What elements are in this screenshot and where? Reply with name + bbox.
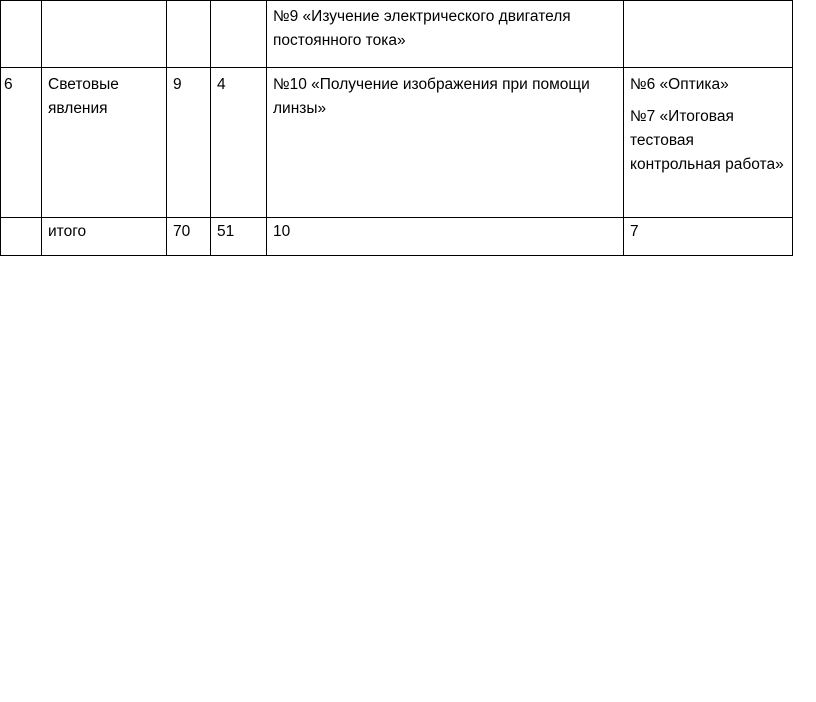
table-row: [1, 1, 793, 68]
cell-tests: [624, 68, 793, 218]
cell-topic: [42, 1, 167, 68]
table-row-total: [1, 218, 793, 256]
cell-hours: [167, 1, 211, 68]
cell-number: 6: [1, 68, 42, 218]
table-row: [1, 68, 793, 218]
lab-work-total: 10: [273, 223, 291, 240]
cell-topic: Световые явления: [42, 68, 167, 218]
lab-work-item: №10 «Получение изображения при помощи линзы»: [273, 76, 590, 117]
cell-hours-secondary: [211, 1, 267, 68]
cell-lab-works: [267, 68, 624, 218]
cell-hours-secondary: 51: [211, 218, 267, 256]
curriculum-table: [0, 0, 793, 256]
cell-hours-secondary: 4: [211, 68, 267, 218]
cell-topic: итого: [42, 218, 167, 256]
test-total: 7: [630, 223, 639, 240]
cell-number: [1, 218, 42, 256]
cell-hours: 9: [167, 68, 211, 218]
cell-tests: [624, 218, 793, 256]
cell-lab-works: [267, 218, 624, 256]
cell-number: [1, 1, 42, 68]
cell-tests: [624, 1, 793, 68]
test-item: №6 «Оптика»: [630, 76, 729, 93]
lab-work-item: №9 «Изучение электрического двигателя постоянного тока»: [273, 8, 571, 49]
cell-hours: 70: [167, 218, 211, 256]
test-item: №7 «Итоговая тестовая контрольная работа»: [630, 108, 784, 173]
cell-lab-works: [267, 1, 624, 68]
